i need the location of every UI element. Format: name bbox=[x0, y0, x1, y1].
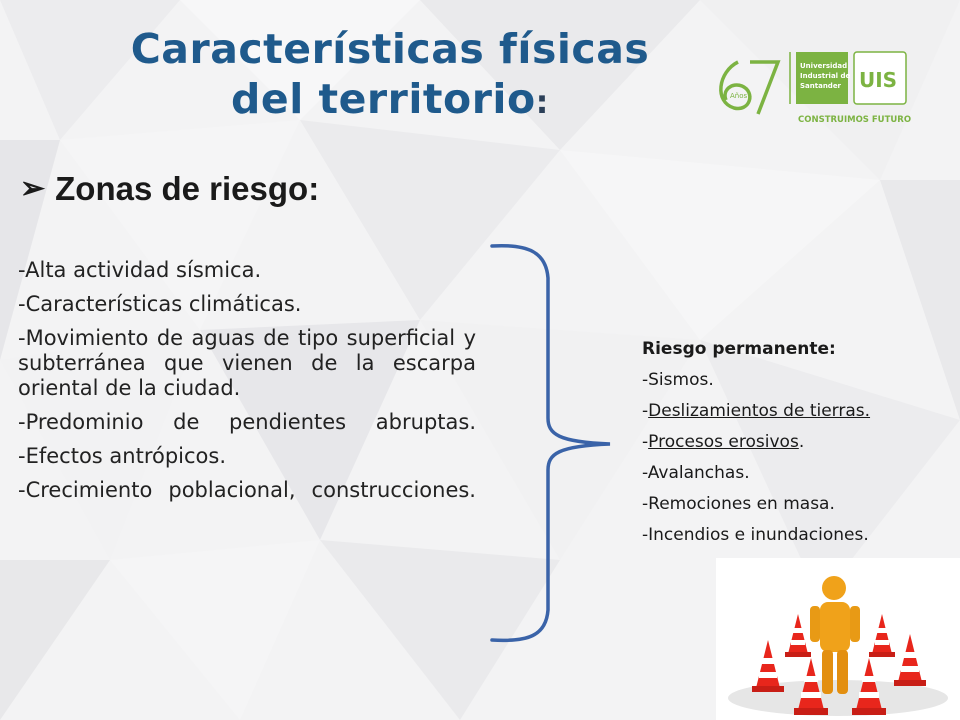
uis-name-block bbox=[796, 52, 851, 104]
uis-monogram-text: UIS bbox=[859, 68, 898, 92]
title-colon: : bbox=[535, 83, 549, 121]
factor-item: -Crecimiento poblacional, construcciones. bbox=[18, 478, 476, 502]
factor-item: -Efectos antrópicos. bbox=[18, 444, 227, 468]
anniversary-word: Años bbox=[730, 92, 748, 100]
arrow-bullet-icon: ➢ bbox=[20, 172, 46, 205]
factor-item: -Movimiento de aguas de tipo superficial y subterránea que vienen de la escarpa oriental de la ciudad. bbox=[18, 326, 476, 400]
uis-monogram bbox=[854, 52, 906, 104]
slide-title bbox=[60, 24, 720, 127]
anniversary-67-logo bbox=[716, 51, 778, 114]
anniversary-number: 67 bbox=[716, 52, 718, 53]
risk-item: -Remociones en masa. bbox=[642, 494, 835, 514]
permanent-risk-list bbox=[642, 334, 942, 551]
section-heading bbox=[20, 170, 319, 208]
section-heading-text: Zonas de riesgo: bbox=[55, 170, 320, 207]
title-line-2 bbox=[60, 74, 720, 127]
traffic-cones-figure-icon bbox=[716, 558, 960, 720]
uis-name-line-2: Industrial de bbox=[800, 72, 851, 80]
risk-item: -Sismos. bbox=[642, 370, 714, 390]
title-line-2-text: del territorio bbox=[231, 75, 536, 123]
title-line-1: Características físicas bbox=[130, 25, 650, 73]
risk-item: -Procesos erosivos. bbox=[642, 432, 805, 452]
risk-item: -Deslizamientos de tierras. bbox=[642, 401, 871, 421]
factor-item: -Características climáticas. bbox=[18, 292, 302, 316]
university-logo bbox=[708, 42, 940, 132]
factor-item: -Predominio de pendientes abruptas. bbox=[18, 410, 476, 434]
curly-bracket-icon bbox=[488, 238, 618, 648]
factor-item: -Alta actividad sísmica. bbox=[18, 258, 262, 282]
logo-slogan: CONSTRUIMOS FUTURO bbox=[798, 115, 912, 125]
uis-name-line-1: Universidad bbox=[800, 62, 848, 70]
permanent-risk-title: Riesgo permanente: bbox=[642, 339, 836, 359]
risk-factors-list bbox=[18, 258, 476, 512]
risk-item: -Avalanchas. bbox=[642, 463, 750, 483]
risk-item: -Incendios e inundaciones. bbox=[642, 525, 869, 545]
uis-name-line-3: Santander bbox=[800, 82, 842, 90]
